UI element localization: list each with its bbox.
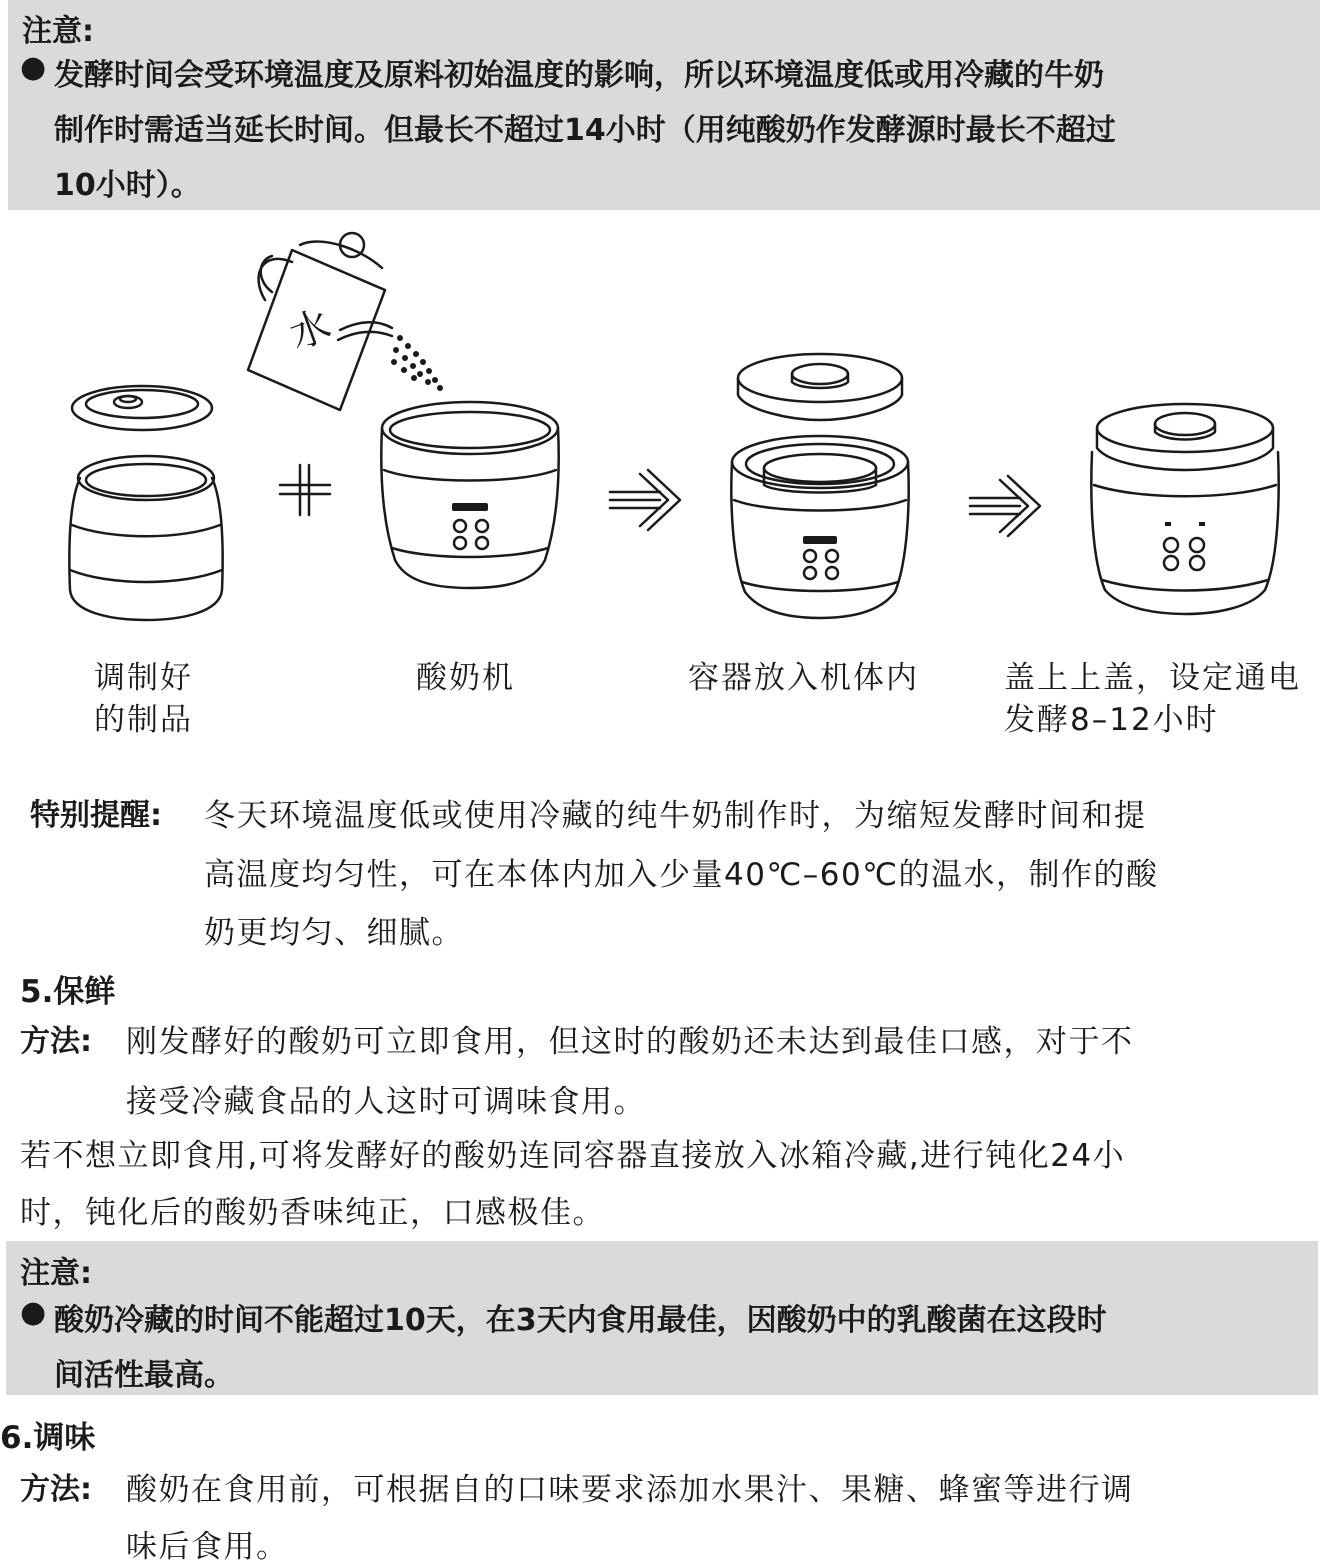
yogurt-machine-icon	[381, 402, 558, 588]
caption-prepared: 调制好	[94, 660, 193, 696]
caption-cover-2: 发酵8–12小时	[1004, 702, 1219, 738]
paragraph-line: 时，钝化后的酸奶香味纯正，口感极佳。	[20, 1195, 605, 1231]
machine-with-container-icon	[731, 354, 908, 618]
note-line: 10小时）。	[54, 168, 201, 203]
closed-machine-icon	[1091, 404, 1278, 614]
bullet-icon: ●	[20, 1295, 47, 1330]
reminder-line: 冬天环境温度低或使用冷藏的纯牛奶制作时，为缩短发酵时间和提	[204, 798, 1147, 834]
plus-icon	[280, 465, 330, 515]
method-line: 刚发酵好的酸奶可立即食用，但这时的酸奶还未达到最佳口感，对于不	[126, 1024, 1134, 1060]
method-label: 方法:	[20, 1024, 92, 1059]
paragraph-line: 若不想立即食用,可将发酵好的酸奶连同容器直接放入冰箱冷藏,进行钝化24小	[20, 1138, 1126, 1174]
note-title: 注意:	[22, 14, 94, 49]
container-with-lid-icon	[69, 386, 222, 620]
reminder-line: 高温度均匀性，可在本体内加入少量40℃–60℃的温水，制作的酸	[204, 857, 1159, 893]
section-heading: 6.调味	[0, 1420, 96, 1456]
arrow-right-icon	[610, 470, 680, 530]
water-drops-icon	[391, 335, 443, 391]
arrow-right-icon	[970, 476, 1040, 536]
yogurt-maker-illustration	[0, 225, 1328, 645]
reminder-line: 奶更均匀、细腻。	[204, 915, 464, 951]
caption-cover: 盖上上盖，设定通电	[1004, 660, 1301, 696]
note-title: 注意:	[20, 1256, 92, 1291]
note-line: 酸奶冷藏的时间不能超过10天，在3天内食用最佳，因酸奶中的乳酸菌在这段时	[54, 1303, 1107, 1338]
reminder-label: 特别提醒:	[30, 798, 162, 833]
caption-prepared-2: 的制品	[94, 702, 193, 738]
method-line: 酸奶在食用前，可根据自的口味要求添加水果汁、果糖、蜂蜜等进行调	[126, 1472, 1134, 1508]
note-line: 制作时需适当延长时间。但最长不超过14小时（用纯酸奶作发酵源时最长不超过	[54, 113, 1116, 148]
method-line: 味后食用。	[126, 1529, 289, 1565]
caption-insert: 容器放入机体内	[688, 660, 919, 696]
kettle-label: 水	[284, 302, 337, 358]
bullet-icon: ●	[20, 50, 47, 85]
caption-machine: 酸奶机	[416, 660, 515, 696]
note-line: 间活性最高。	[54, 1358, 234, 1393]
note-line: 发酵时间会受环境温度及原料初始温度的影响，所以环境温度低或用冷藏的牛奶	[54, 58, 1104, 93]
section-heading: 5.保鲜	[20, 974, 116, 1010]
method-label: 方法:	[20, 1472, 92, 1507]
method-line: 接受冷藏食品的人这时可调味食用。	[126, 1084, 646, 1120]
